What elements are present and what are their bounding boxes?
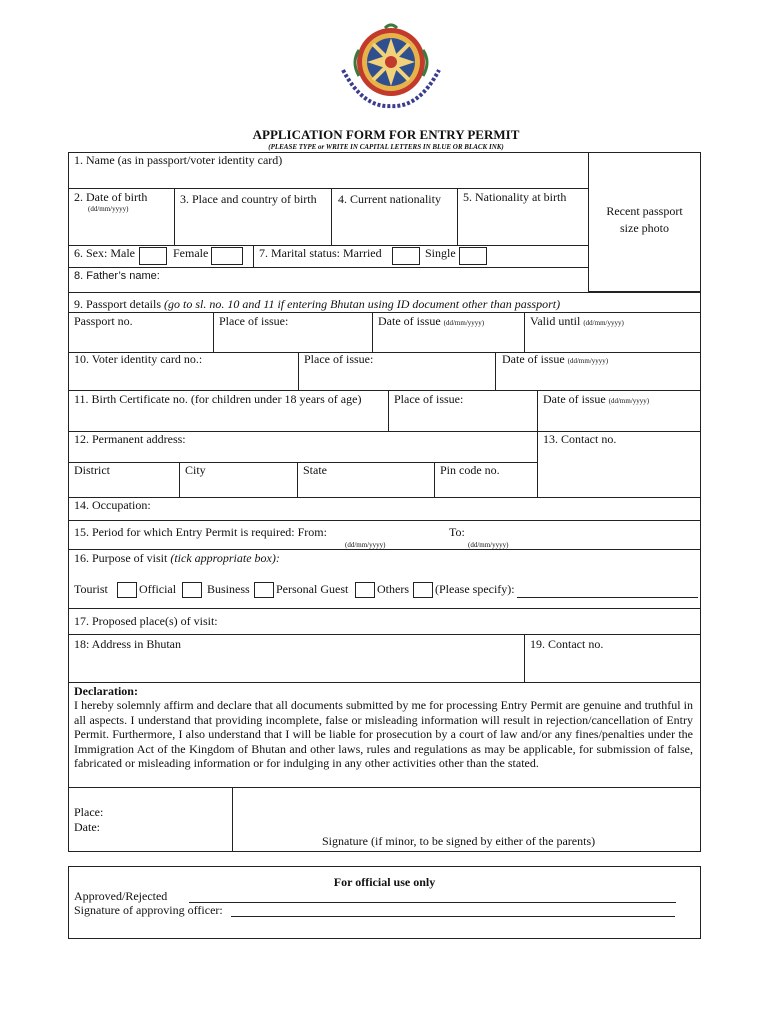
field-valid-until[interactable] [530,314,624,328]
passport-details-note: (go to sl. no. 10 and 11 if entering Bhutan using ID document other than passport) [164,297,561,311]
field-purpose-of-visit [74,551,280,565]
field-nationality-at-birth[interactable]: 5. Nationality at birth [463,190,567,204]
field-period-from[interactable]: 15. Period for which Entry Permit is required: From: [74,525,327,539]
declaration-heading: Declaration: [74,684,138,698]
label-female: Female [173,246,209,260]
field-district[interactable]: District [74,463,110,477]
checkbox-married[interactable] [392,247,420,265]
label-approving-officer-signature: Signature of approving officer: [74,903,223,917]
field-state[interactable]: State [303,463,327,477]
field-sex: 6. Sex: Male [74,246,135,260]
dob-hint: (dd/mm/yyyy) [88,205,129,213]
official-use-heading: For official use only [333,875,436,889]
field-passport-date-of-issue[interactable] [378,314,484,328]
valid-until-label: Valid until [530,314,581,328]
field-voter-date-of-issue[interactable] [502,352,608,366]
field-place-of-birth[interactable]: 3. Place and country of birth [180,192,317,206]
label-others: Others [377,582,409,596]
field-proposed-places[interactable]: 17. Proposed place(s) of visit: [74,614,218,628]
field-contact-no-19[interactable]: 19. Contact no. [530,637,604,651]
field-passport-no[interactable]: Passport no. [74,314,133,328]
field-birth-place-of-issue[interactable]: Place of issue: [394,392,464,406]
field-pin-code[interactable]: Pin code no. [440,463,500,477]
field-place[interactable]: Place: [74,805,104,819]
field-period-to[interactable]: To: [449,525,465,539]
form-subtitle: (PLEASE TYPE or WRITE IN CAPITAL LETTERS IN BLUE OR BLACK INK) [268,143,504,151]
date-hint: (dd/mm/yyyy) [608,397,650,405]
passport-details-label: 9. Passport details [74,297,161,311]
checkbox-business[interactable] [254,582,274,598]
label-single: Single [425,246,456,260]
checkbox-personal-guest[interactable] [355,582,375,598]
field-voter-place-of-issue[interactable]: Place of issue: [304,352,374,366]
declaration-text: I hereby solemnly affirm and declare that all documents submitted by me for processing Entry Permit are genuine and truthful in all aspects. I understand that providing incomplete, false or misleading information will result in rejection/cancellation of Entry Permit. Furthermore, I also understand that I will be liable for prosecution by a court of law and/or any fines/penalties under the Immigration Act of the Kingdom of Bhutan and other laws, rules and regulations as may be applicable, for submission of false, fabricated or misleading information or for indulging in any other activities other than the stated. [74,698,693,770]
date-of-issue-label: Date of issue [378,314,441,328]
label-personal-guest: Personal Guest [276,582,349,596]
field-current-nationality[interactable]: 4. Current nationality [338,192,441,206]
bhutan-emblem [333,20,449,114]
checkbox-others[interactable] [413,582,433,598]
photo-label-2: size photo [620,221,669,235]
form-title: APPLICATION FORM FOR ENTRY PERMIT [252,127,520,142]
approving-officer-line[interactable] [231,916,675,917]
field-city[interactable]: City [185,463,206,477]
to-date-hint: (dd/mm/yyyy) [468,541,509,549]
purpose-note: (tick appropriate box): [170,551,280,565]
approved-rejected-line[interactable] [189,902,676,903]
date-hint: (dd/mm/yyyy) [443,319,485,327]
field-contact-no-13[interactable]: 13. Contact no. [543,432,617,446]
field-birth-date-of-issue[interactable] [543,392,649,406]
label-approved-rejected: Approved/Rejected [74,889,168,903]
checkbox-single[interactable] [459,247,487,265]
signature-area[interactable]: Signature (if minor, to be signed by either of the parents) [322,834,596,848]
field-fathers-name[interactable]: 8. Father’s name: [74,270,160,282]
field-name[interactable]: 1. Name (as in passport/voter identity card) [74,153,283,167]
field-permanent-address[interactable]: 12. Permanent address: [74,432,186,446]
field-address-in-bhutan[interactable]: 18: Address in Bhutan [74,637,181,651]
field-marital-status: 7. Marital status: Married [259,246,382,260]
purpose-label: 16. Purpose of visit [74,551,168,565]
photo-label-1: Recent passport [606,204,683,218]
field-date-of-birth[interactable]: 2. Date of birth [74,190,148,204]
specify-input-line[interactable] [517,597,698,598]
field-date[interactable]: Date: [74,820,100,834]
date-hint: (dd/mm/yyyy) [583,319,624,327]
checkbox-tourist[interactable] [117,582,137,598]
checkbox-male[interactable] [139,247,167,265]
label-please-specify: (Please specify): [435,582,515,596]
date-hint: (dd/mm/yyyy) [567,357,609,365]
label-tourist: Tourist [74,582,108,596]
date-of-issue-label: Date of issue [543,392,606,406]
checkbox-official[interactable] [182,582,202,598]
from-date-hint: (dd/mm/yyyy) [345,541,386,549]
date-of-issue-label: Date of issue [502,352,565,366]
field-passport-details [74,297,560,311]
field-birth-certificate[interactable]: 11. Birth Certificate no. (for children under 18 years of age) [74,392,362,406]
field-occupation[interactable]: 14. Occupation: [74,498,151,512]
label-official: Official [139,582,177,596]
checkbox-female[interactable] [211,247,243,265]
field-passport-place-of-issue[interactable]: Place of issue: [219,314,289,328]
label-business: Business [207,582,250,596]
field-voter-id[interactable]: 10. Voter identity card no.: [74,352,203,366]
